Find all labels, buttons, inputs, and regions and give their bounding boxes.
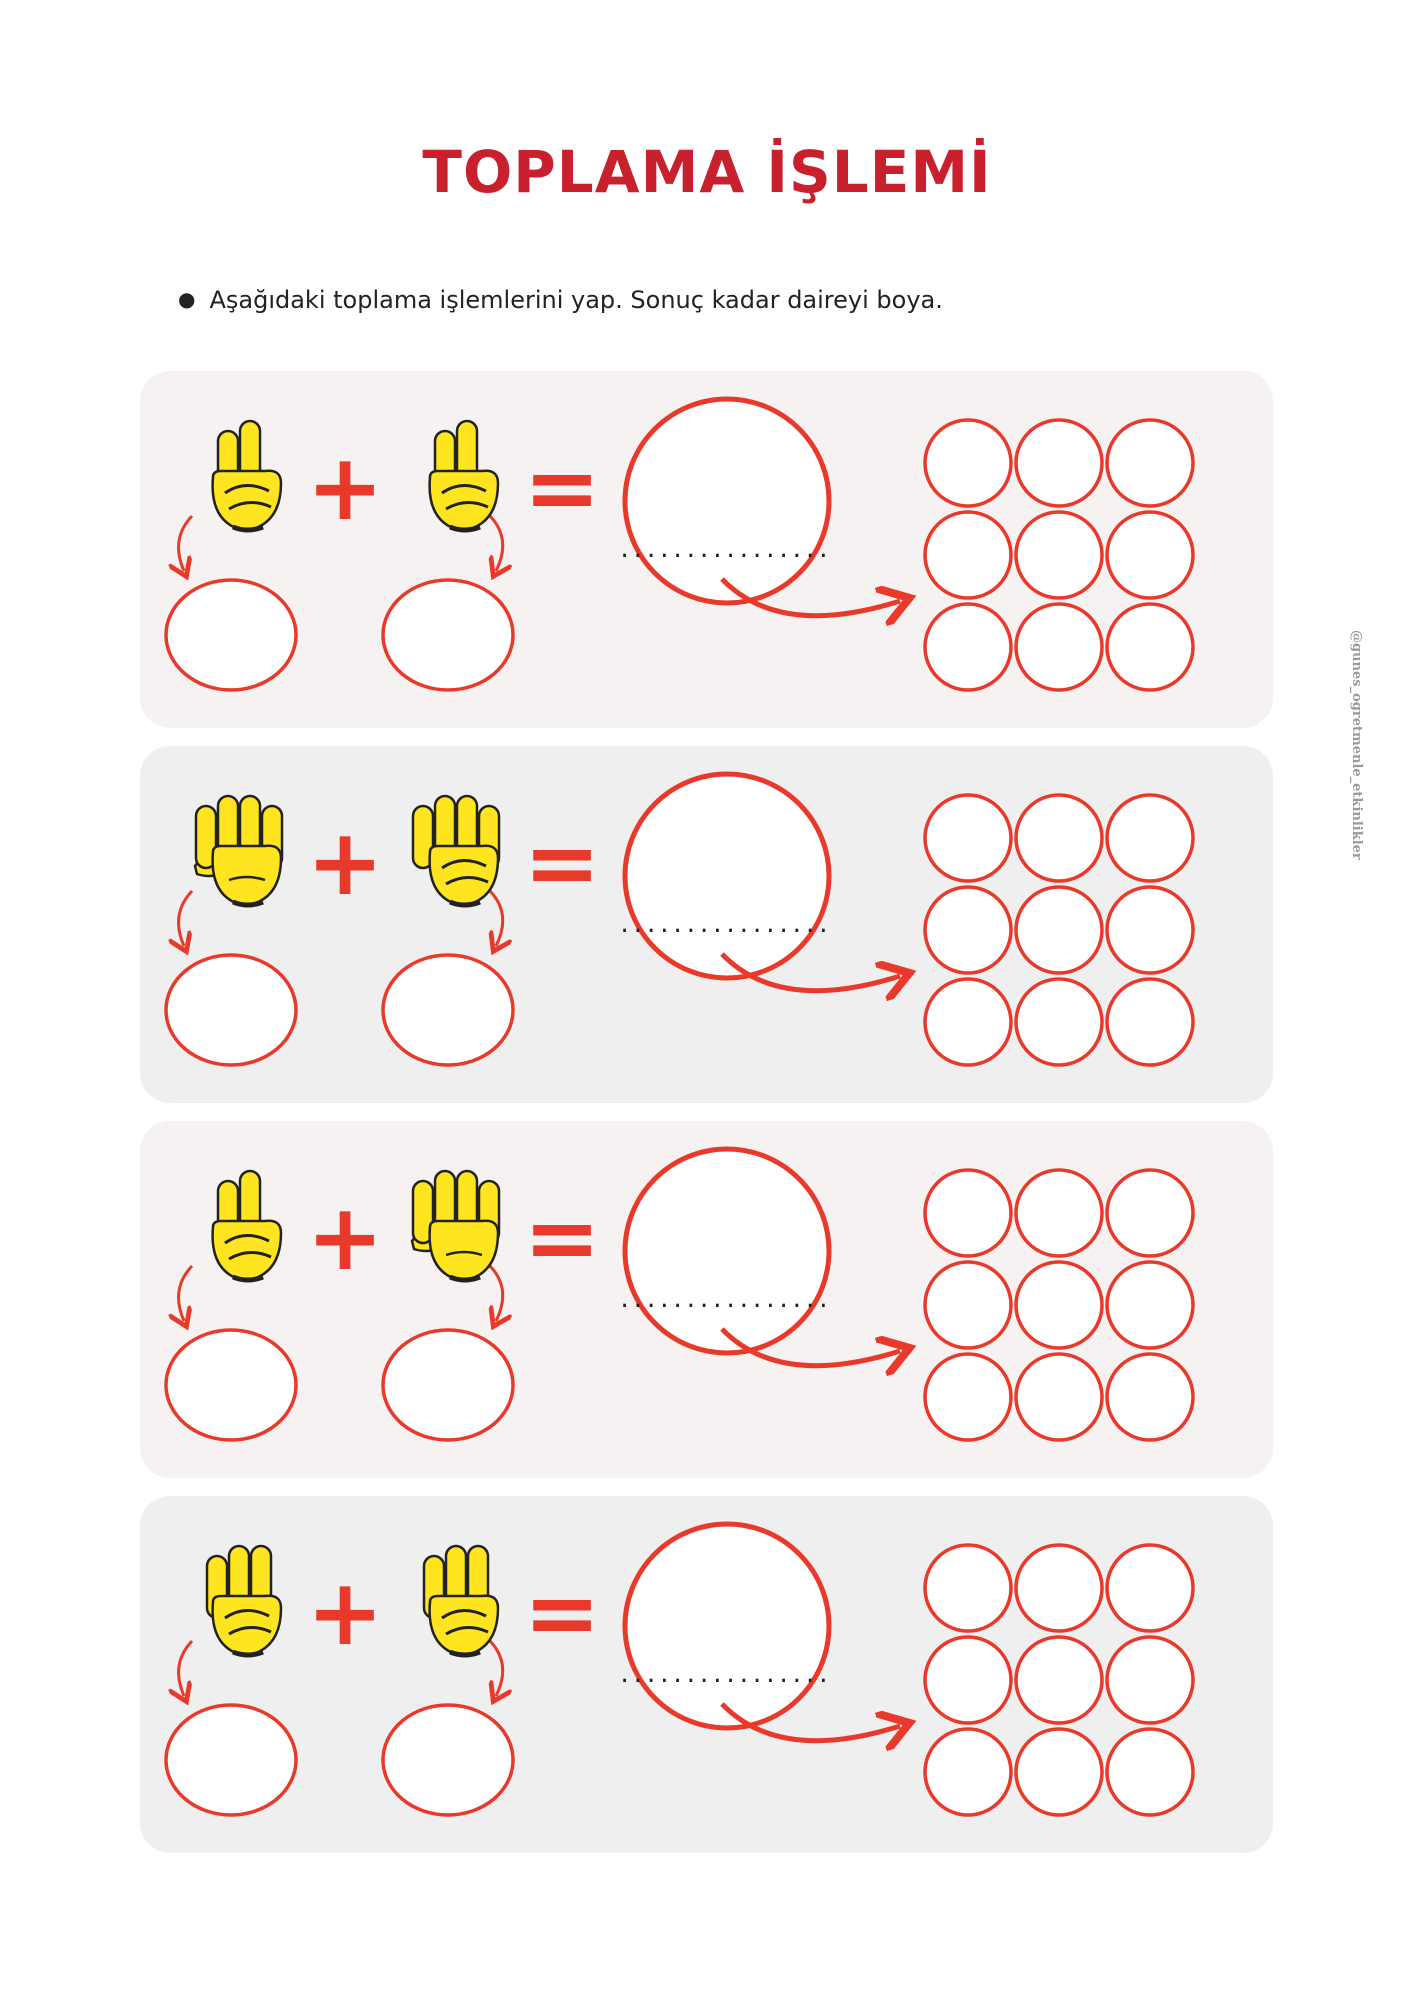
three-fingers-hand-icon: [402, 1538, 522, 1668]
count-circle[interactable]: [1016, 1545, 1102, 1631]
count-circle[interactable]: [925, 1545, 1011, 1631]
equals-sign: =: [523, 1559, 601, 1666]
count-circle[interactable]: [1107, 795, 1193, 881]
count-circle[interactable]: [925, 420, 1011, 506]
count-circle[interactable]: [925, 1354, 1011, 1440]
exercise-drawing: [140, 371, 1273, 728]
exercise-drawing: [140, 1496, 1273, 1853]
instruction: [178, 286, 943, 314]
left-answer-oval[interactable]: [166, 1330, 296, 1440]
answer-blank: ................: [618, 1663, 830, 1688]
count-circle[interactable]: [1107, 1545, 1193, 1631]
three-fingers-hand-icon: [185, 1538, 305, 1668]
page-title: TOPLAMA İŞLEMİ: [422, 138, 992, 206]
right-answer-oval[interactable]: [383, 955, 513, 1065]
watermark: @gunes_ogretmenle_etkinlikler: [1349, 630, 1364, 860]
count-circle[interactable]: [1107, 1729, 1193, 1815]
four-fingers-hand-icon: [402, 788, 522, 918]
count-circle[interactable]: [1107, 1354, 1193, 1440]
count-circle[interactable]: [1016, 979, 1102, 1065]
result-circle[interactable]: [625, 1149, 829, 1353]
count-circle[interactable]: [1016, 604, 1102, 690]
count-circle[interactable]: [1016, 512, 1102, 598]
count-circle[interactable]: [1016, 887, 1102, 973]
plus-sign: +: [306, 1184, 384, 1291]
answer-blank: ................: [618, 1288, 830, 1313]
count-circle[interactable]: [1016, 1637, 1102, 1723]
answer-blank: ................: [618, 538, 830, 563]
count-circle[interactable]: [1107, 604, 1193, 690]
count-circle[interactable]: [925, 1170, 1011, 1256]
plus-sign: +: [306, 434, 384, 541]
five-fingers-hand-icon: [402, 1163, 522, 1293]
count-circle[interactable]: [925, 795, 1011, 881]
two-fingers-hand-icon: [402, 413, 522, 543]
left-answer-oval[interactable]: [166, 955, 296, 1065]
instruction-text: Aşağıdaki toplama işlemlerini yap. Sonuç kadar daireyi boya.: [209, 286, 943, 314]
left-answer-oval[interactable]: [166, 580, 296, 690]
count-circle[interactable]: [1016, 1170, 1102, 1256]
count-circle[interactable]: [1107, 887, 1193, 973]
bullet-icon: ●: [178, 287, 196, 311]
count-circle[interactable]: [925, 1637, 1011, 1723]
count-circle[interactable]: [1016, 1729, 1102, 1815]
two-fingers-hand-icon: [185, 1163, 305, 1293]
count-circle[interactable]: [925, 604, 1011, 690]
answer-blank: ................: [618, 913, 830, 938]
exercise-panel: [140, 746, 1273, 1103]
count-circle[interactable]: [925, 887, 1011, 973]
count-circle[interactable]: [1107, 1637, 1193, 1723]
exercise-drawing: [140, 746, 1273, 1103]
right-answer-oval[interactable]: [383, 1705, 513, 1815]
count-circle[interactable]: [1107, 979, 1193, 1065]
exercise-panel: [140, 1121, 1273, 1478]
count-circle[interactable]: [1107, 1262, 1193, 1348]
plus-sign: +: [306, 809, 384, 916]
exercise-panel: [140, 371, 1273, 728]
count-circle[interactable]: [1016, 1262, 1102, 1348]
count-circle[interactable]: [1016, 1354, 1102, 1440]
count-circle[interactable]: [1107, 1170, 1193, 1256]
count-circle[interactable]: [1016, 420, 1102, 506]
plus-sign: +: [306, 1559, 384, 1666]
right-answer-oval[interactable]: [383, 1330, 513, 1440]
count-circle[interactable]: [1016, 795, 1102, 881]
exercise-panel: [140, 1496, 1273, 1853]
right-answer-oval[interactable]: [383, 580, 513, 690]
two-fingers-hand-icon: [185, 413, 305, 543]
count-circle[interactable]: [925, 1262, 1011, 1348]
result-circle[interactable]: [625, 1524, 829, 1728]
count-circle[interactable]: [1107, 512, 1193, 598]
equals-sign: =: [523, 1184, 601, 1291]
count-circle[interactable]: [925, 1729, 1011, 1815]
result-circle[interactable]: [625, 774, 829, 978]
five-fingers-hand-icon: [185, 788, 305, 918]
left-answer-oval[interactable]: [166, 1705, 296, 1815]
equals-sign: =: [523, 434, 601, 541]
result-circle[interactable]: [625, 399, 829, 603]
exercise-drawing: [140, 1121, 1273, 1478]
count-circle[interactable]: [925, 512, 1011, 598]
count-circle[interactable]: [1107, 420, 1193, 506]
equals-sign: =: [523, 809, 601, 916]
count-circle[interactable]: [925, 979, 1011, 1065]
